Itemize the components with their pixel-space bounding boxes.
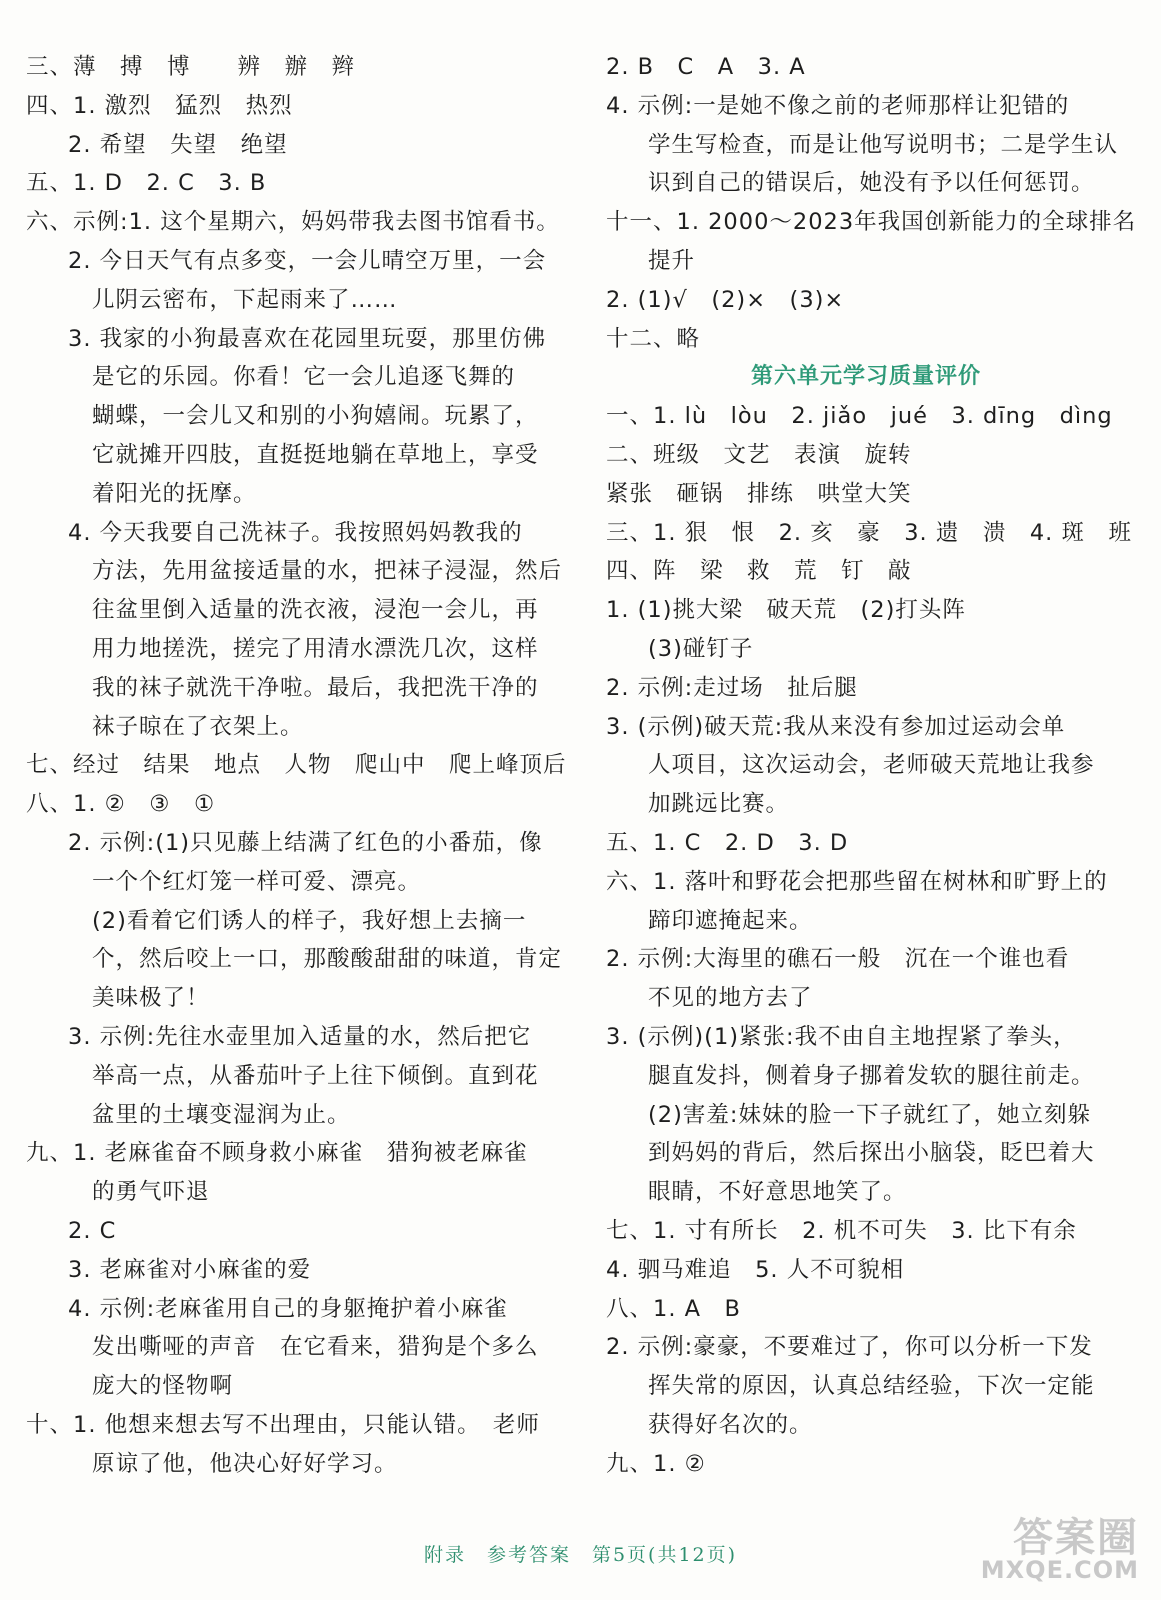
answer-line: 2. B C A 3. A <box>606 54 806 80</box>
answer-line: 提升 <box>648 247 696 274</box>
answer-line: 着阳光的抚摩。 <box>92 480 257 507</box>
answer-line: 2. 示例:豪豪，不要难过了，你可以分析一下发 <box>606 1334 1093 1361</box>
answer-line: 3. 我家的小狗最喜欢在花园里玩耍，那里仿佛 <box>68 325 547 352</box>
answer-line: 3. (示例)(1)紧张:我不由自主地捏紧了拳头， <box>606 1023 1077 1050</box>
page-footer: 附录 参考答案 第5页(共12页) <box>423 1544 738 1566</box>
answer-line: 十、1. 他想来想去写不出理由，只能认错。 老师 <box>26 1411 540 1438</box>
answer-line: 七、经过 结果 地点 人物 爬山中 爬上峰顶后 <box>26 752 567 779</box>
answer-line: 一个个红灯笼一样可爱、漂亮。 <box>92 868 422 895</box>
answer-line: (2)看着它们诱人的样子，我好想上去摘一 <box>92 907 527 934</box>
answer-line: (3)碰钉子 <box>648 635 754 662</box>
answer-line: 五、1. D 2. C 3. B <box>26 170 267 197</box>
answer-line: 2. 示例:大海里的礁石一般 沉在一个谁也看 <box>606 946 1070 973</box>
answer-line: 2. 今日天气有点多变，一会儿晴空万里，一会 <box>68 247 547 274</box>
answer-line: 2. 示例:(1)只见藤上结满了红色的小番茄，像 <box>68 829 543 856</box>
answer-line: 3. 老麻雀对小麻雀的爱 <box>68 1256 312 1283</box>
answer-line: 六、示例:1. 这个星期六，妈妈带我去图书馆看书。 <box>26 209 560 236</box>
answer-line: 一、1. lù lòu 2. jiǎo jué 3. dīng dìng <box>606 403 1113 430</box>
answer-line: 四、1. 激烈 猛烈 热烈 <box>26 92 293 119</box>
answer-line: 不见的地方去了 <box>648 985 813 1012</box>
answer-line: 获得好名次的。 <box>648 1411 813 1438</box>
answer-line: 方法，先用盆接适量的水，把袜子浸湿，然后 <box>92 558 563 585</box>
answer-line: (2)害羞:妹妹的脸一下子就红了，她立刻躲 <box>648 1101 1091 1128</box>
answer-line: 八、1. A B <box>606 1295 741 1322</box>
answer-line: 原谅了他，他决心好好学习。 <box>92 1450 398 1477</box>
answer-line: 学生写检查，而是让他写说明书；二是学生认 <box>648 131 1119 158</box>
answer-line: 识到自己的错误后，她没有予以任何惩罚。 <box>648 170 1095 197</box>
answer-line: 的勇气吓退 <box>92 1179 210 1206</box>
answer-line: 举高一点，从番茄叶子上往下倾倒。直到花 <box>92 1062 539 1089</box>
answer-line: 九、1. ② <box>606 1450 706 1477</box>
watermark-text: 答案圈 <box>1013 1515 1139 1561</box>
answer-line: 2. 希望 失望 绝望 <box>68 131 288 158</box>
right-column <box>606 48 1137 1483</box>
answer-line: 腿直发抖，侧着身子挪着发软的腿往前走。 <box>648 1062 1095 1089</box>
answer-line: 到妈妈的背后，然后探出小脑袋，眨巴着大 <box>648 1140 1095 1167</box>
answer-line: 加跳远比赛。 <box>648 791 790 818</box>
answer-line: 蹄印遮掩起来。 <box>648 907 813 934</box>
answer-line: 用力地搓洗，搓完了用清水漂洗几次，这样 <box>92 635 539 662</box>
answer-line: 六、1. 落叶和野花会把那些留在树林和旷野上的 <box>606 868 1108 895</box>
answer-line: 2. (1)√ (2)× (3)× <box>606 286 845 313</box>
answer-line: 九、1. 老麻雀奋不顾身救小麻雀 猎狗被老麻雀 <box>26 1140 528 1167</box>
answer-line: 它就摊开四肢，直挺挺地躺在草地上，享受 <box>92 441 539 468</box>
answer-line: 4. 驷马难追 5. 人不可貌相 <box>606 1256 905 1283</box>
answer-line: 紧张 砸锅 排练 哄堂大笑 <box>606 480 912 507</box>
answer-line: 三、1. 狠 恨 2. 亥 豪 3. 遗 溃 4. 斑 班 <box>606 519 1132 546</box>
answer-line: 往盆里倒入适量的洗衣液，浸泡一会儿，再 <box>92 597 539 624</box>
answer-line: 四、阵 梁 救 荒 钉 敲 <box>606 558 912 585</box>
answer-line: 个，然后咬上一口，那酸酸甜甜的味道，肯定 <box>92 946 563 973</box>
answer-line: 庞大的怪物啊 <box>92 1373 234 1400</box>
answer-line: 2. C <box>68 1217 117 1244</box>
answer-line: 4. 示例:老麻雀用自己的身躯掩护着小麻雀 <box>68 1295 508 1322</box>
answer-line: 4. 今天我要自己洗袜子。我按照妈妈教我的 <box>68 519 523 546</box>
answer-line: 袜子晾在了衣架上。 <box>92 713 304 740</box>
answer-line: 三、薄 搏 博 辨 辦 辫 <box>26 54 356 80</box>
answer-line: 眼睛，不好意思地笑了。 <box>648 1179 907 1206</box>
answer-line: 2. 示例:走过场 扯后腿 <box>606 674 858 701</box>
answer-line: 4. 示例:一是她不像之前的老师那样让犯错的 <box>606 92 1070 119</box>
answer-line: 人项目，这次运动会，老师破天荒地让我参 <box>648 752 1095 779</box>
answer-line: 盆里的土壤变湿润为止。 <box>92 1101 351 1128</box>
watermark-url: MXQE.COM <box>980 1556 1139 1584</box>
answer-line: 挥失常的原因，认真总结经验，下次一定能 <box>648 1373 1095 1400</box>
answer-line: 1. (1)挑大梁 破天荒 (2)打头阵 <box>606 597 966 624</box>
answer-line: 3. (示例)破天荒:我从来没有参加过运动会单 <box>606 713 1066 740</box>
answer-line: 儿阴云密布，下起雨来了…… <box>92 286 398 313</box>
watermark-logo <box>980 1506 1145 1586</box>
answer-line: 我的袜子就洗干净啦。最后，我把洗干净的 <box>92 674 539 701</box>
answer-line: 是它的乐园。你看！它一会儿追逐飞舞的 <box>92 364 516 391</box>
answer-line: 七、1. 寸有所长 2. 机不可失 3. 比下有余 <box>606 1217 1077 1244</box>
answer-line: 3. 示例:先往水壶里加入适量的水，然后把它 <box>68 1023 532 1050</box>
answer-line: 五、1. C 2. D 3. D <box>606 829 849 856</box>
answer-line: 美味极了！ <box>92 985 210 1012</box>
answer-line: 发出嘶哑的声音 在它看来，猎狗是个多么 <box>92 1334 539 1361</box>
answer-line: 八、1. ② ③ ① <box>26 791 216 818</box>
left-column <box>26 48 566 1483</box>
answer-line: 十二、略 <box>606 325 701 352</box>
section-title: 第六单元学习质量评价 <box>750 364 981 390</box>
answer-line: 蝴蝶，一会儿又和别的小狗嬉闹。玩累了， <box>92 403 539 430</box>
answer-line: 十一、1. 2000～2023年我国创新能力的全球排名 <box>606 209 1137 236</box>
answer-line: 二、班级 文艺 表演 旋转 <box>606 441 912 468</box>
